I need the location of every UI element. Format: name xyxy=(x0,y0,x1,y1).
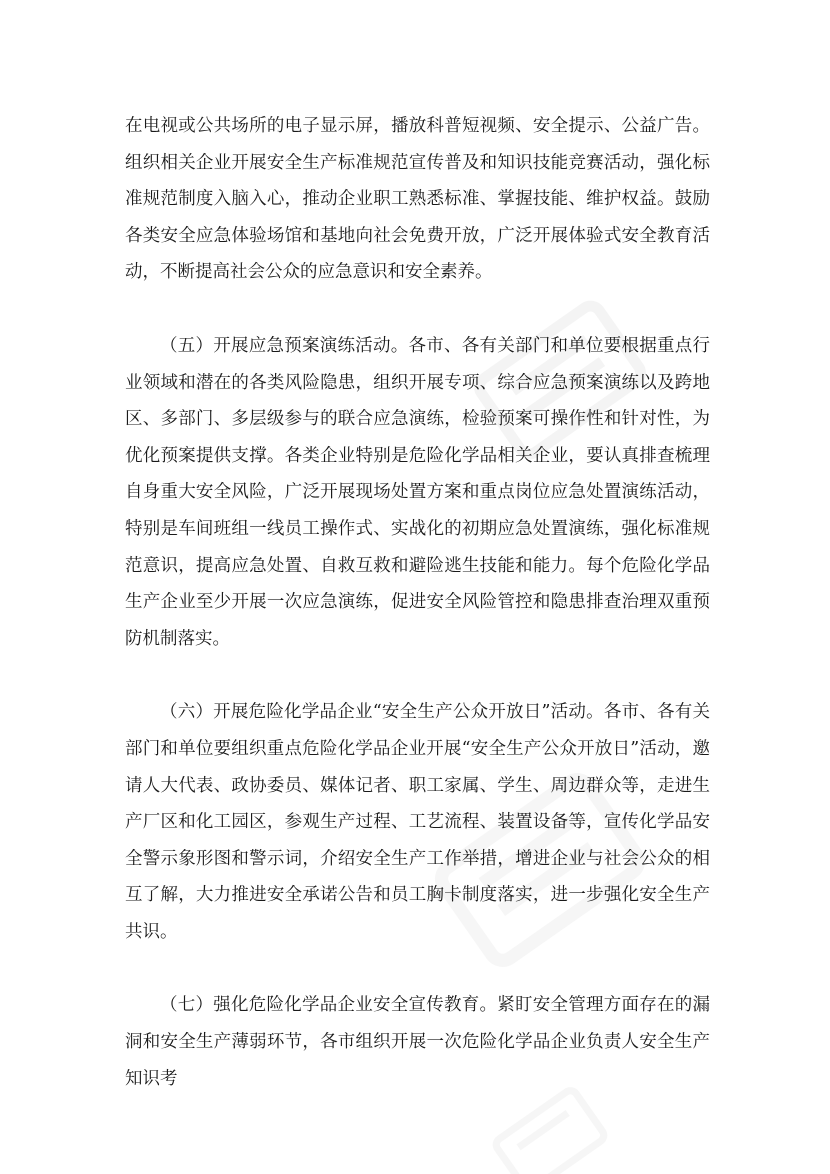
paragraph-gap xyxy=(125,657,710,694)
paragraph-continuation: 在电视或公共场所的电子显示屏，播放科普短视频、安全提示、公益广告。组织相关企业开展安全生产标准规范宣传普及和知识技能竞赛活动，强化标准规范制度入脑入心，推动企业职工熟悉标准、掌握技能、维护权益。鼓励各类安全应急体验场馆和基地向社会免费开放，广泛开展体验式安全教育活动，不断提高社会公众的应急意识和安全素养。 xyxy=(125,116,710,283)
paragraph-gap xyxy=(125,291,710,328)
paragraph-gap xyxy=(125,950,710,987)
paragraph-section-7: （七）强化危险化学品企业安全宣传教育。紧盯安全管理方面存在的漏洞和安全生产薄弱环节，各市组织开展一次危险化学品企业负责人安全生产知识考 xyxy=(125,995,710,1089)
paragraph-section-6: （六）开展危险化学品企业“安全生产公众开放日”活动。各市、各有关部门和单位要组织重点危险化学品企业开展“安全生产公众开放日”活动，邀请人大代表、政协委员、媒体记者、职工家属、学生、周边群众等，走进生产厂区和化工园区，参观生产过程、工艺流程、装置设备等，宣传化学品安全警示象形图和警示词，介绍安全生产工作举措，增进企业与社会公众的相互了解，大力推进安全承诺公告和员工胸卡制度落实，进一步强化安全生产共识。 xyxy=(125,702,710,942)
document-body xyxy=(125,108,710,1097)
paragraph-section-5: （五）开展应急预案演练活动。各市、各有关部门和单位要根据重点行业领域和潜在的各类风险隐患，组织开展专项、综合应急预案演练以及跨地区、多部门、多层级参与的联合应急演练，检验预案可操作性和针对性，为优化预案提供支撑。各类企业特别是危险化学品相关企业，要认真排查梳理自身重大安全风险，广泛开展现场处置方案和重点岗位应急处置演练活动，特别是车间班组一线员工操作式、实战化的初期应急处置演练，强化标准规范意识，提高应急处置、自救互救和避险逃生技能和能力。每个危险化学品生产企业至少开展一次应急演练，促进安全风险管控和隐患排查治理双重预防机制落实。 xyxy=(125,335,710,649)
